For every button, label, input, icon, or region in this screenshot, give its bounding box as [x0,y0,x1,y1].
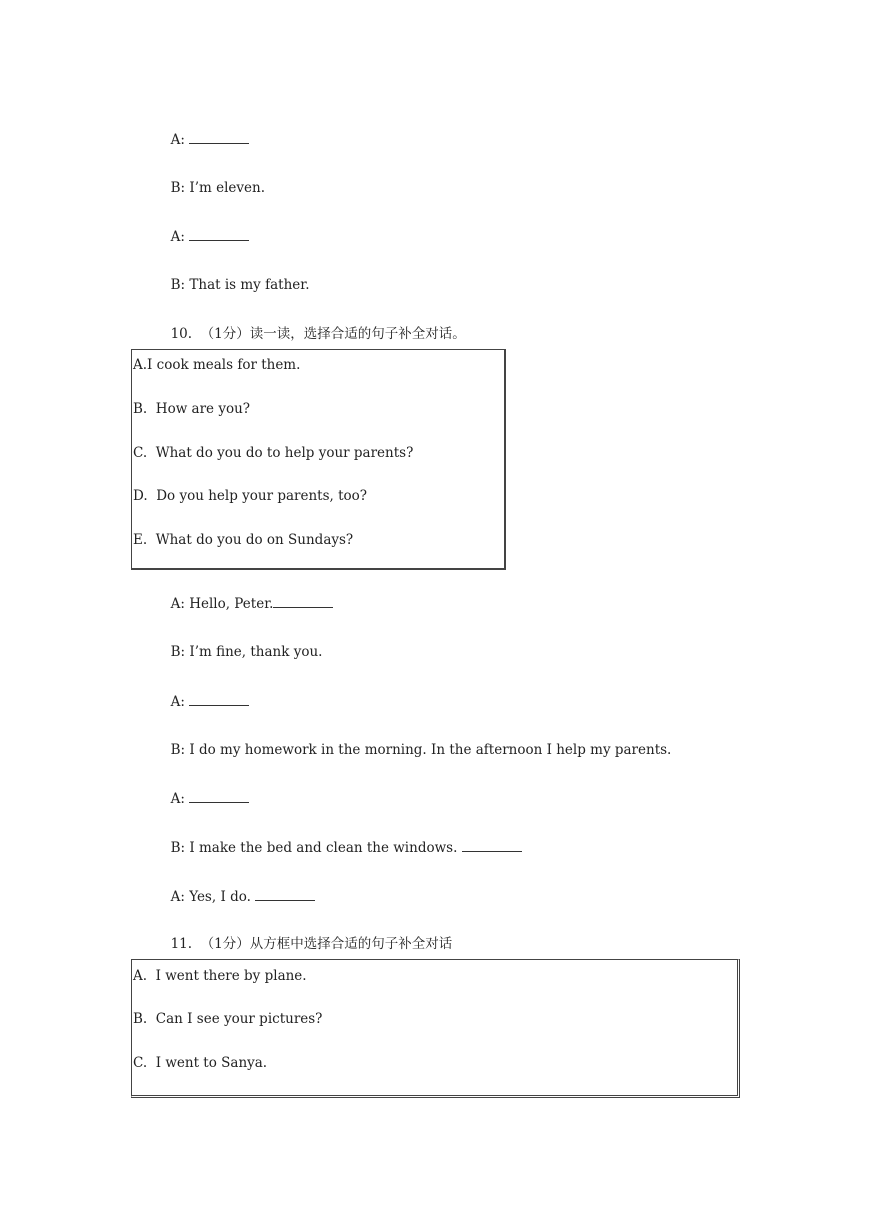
dialogue-line [162,579,333,612]
options-box-q10 [131,349,506,570]
answer-blank[interactable] [255,888,315,901]
option-b: B. How are you? [133,401,251,417]
dialogue-line [162,261,310,293]
dialogue-text: I’m fine, thank you. [189,644,323,660]
option-a: A.I cook meals for them. [133,357,301,373]
speaker-label: B: [170,742,186,758]
option-c: C. I went to Sanya. [133,1055,268,1071]
answer-blank[interactable] [189,693,249,706]
question-score: （1分） [200,936,250,952]
question-11-heading [162,920,452,952]
option-a: A. I went there by plane. [133,968,307,984]
dialogue-line [162,212,249,245]
dialogue-line [162,115,249,148]
speaker-label: A: [170,596,185,612]
option-c: C. What do you do to help your parents? [133,445,414,461]
question-score: （1分） [200,326,250,342]
speaker-label: A: [170,791,185,807]
speaker-label: B: [170,180,186,196]
answer-blank[interactable] [273,595,333,608]
answer-blank[interactable] [189,790,249,803]
speaker-label: A: [170,132,185,148]
dialogue-line [162,628,322,660]
speaker-label: B: [170,840,186,856]
question-instruction: 从方框中选择合适的句子补全对话 [249,936,453,952]
dialogue-text: I make the bed and clean the windows. [189,840,462,856]
dialogue-line [162,823,522,856]
question-10-heading [162,310,466,342]
answer-blank[interactable] [462,839,522,852]
option-e: E. What do you do on Sundays? [133,532,354,548]
speaker-label: A: [170,694,185,710]
option-b: B. Can I see your pictures? [133,1011,323,1027]
dialogue-line [162,774,249,807]
dialogue-line [162,872,315,905]
speaker-label: A: [170,229,185,245]
dialogue-text: I do my homework in the morning. In the afternoon I help my parents. [189,742,672,758]
speaker-label: B: [170,644,186,660]
dialogue-line [162,164,265,196]
question-number: 11. [170,936,193,952]
dialogue-text: I’m eleven. [189,180,265,196]
question-number: 10. [170,326,193,342]
options-box-q11 [131,959,740,1098]
question-instruction: 读一读，选择合适的句子补全对话。 [249,326,466,342]
speaker-label: A: [170,889,185,905]
dialogue-text: Yes, I do. [189,889,256,905]
dialogue-line [162,726,671,758]
dialogue-line [162,677,249,710]
dialogue-text: Hello, Peter. [189,596,274,612]
answer-blank[interactable] [189,228,249,241]
dialogue-text: That is my father. [189,277,310,293]
speaker-label: B: [170,277,186,293]
answer-blank[interactable] [189,131,249,144]
option-d: D. Do you help your parents, too? [133,488,368,504]
